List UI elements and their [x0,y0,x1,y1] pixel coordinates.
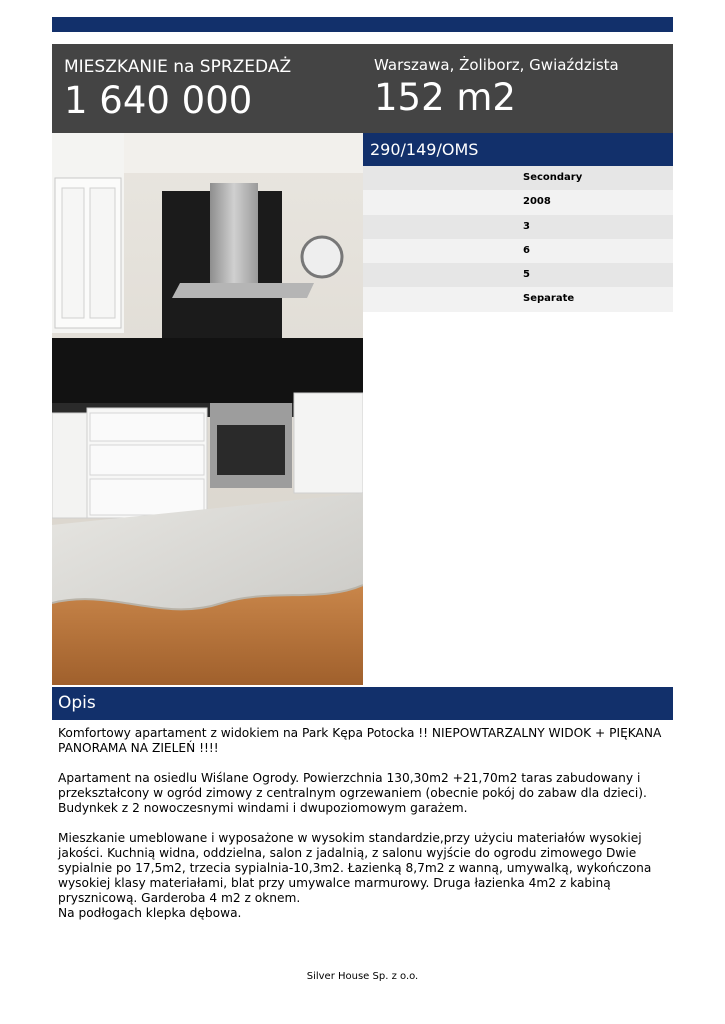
property-rooms: 5 [363,263,673,287]
property-kitchen: Separate [363,287,673,311]
property-total-floors: 6 [363,239,673,263]
description-paragraph: Apartament na osiedlu Wiślane Ogrody. Powierzchnia 130,30m2 +21,70m2 taras zabudowany i przekształcony w ogród zimowy z centralnym ogrzewaniem (obecnie pokój do zabaw dla dzieci). Budynkek z 2 nowoczesnymi windami i dwupoziomowym garażem. [58,771,647,815]
footer-company: Silver House Sp. z o.o. [306,971,419,982]
description-body [58,726,670,936]
property-details [363,166,673,312]
listing-type: MIESZKANIE na SPRZEDAŻ [64,57,292,77]
property-floor: 3 [363,215,673,239]
listing-price: 1 640 000 [64,79,253,122]
header-left [64,56,291,123]
listing-photo-kitchen [52,133,363,685]
property-year-built: 2008 [363,190,673,214]
header-right [374,56,619,120]
listing-area: 152 m2 [374,76,516,119]
description-paragraph: Mieszkanie umeblowane i wyposażone w wysokim standardzie,przy użyciu materiałów wysokiej jakości. Kuchnią widna, oddzielna, salon z jadalnią, z salonu wyjście do ogrodu zimowego Dwie sypialnie po 17,5m2, trzecia sypialnia-10,3m2. Łazienką 8,7m2 z wanną, umywalką, wykończona wysokiej klasy materiałami, blat przy umywalce marmurowy. Druga łazienka 4m2 z kabiną prysznicową. Garderoba 4 m2 z oknem. Na podłogach klepka dębowa. [58,831,652,920]
listing-header [52,44,673,133]
description-paragraph: Komfortowy apartament z widokiem na Park Kępa Potocka !! NIEPOWTARZALNY WIDOK + PIĘKANA PANORAMA NA ZIELEŃ !!!! [58,726,662,755]
top-accent-bar [52,17,673,32]
property-market: Secondary [363,166,673,190]
listing-location: Warszawa, Żoliborz, Gwiaździsta [374,56,619,74]
description-heading: Opis [52,687,673,720]
reference-number: 290/149/OMS [363,133,673,166]
